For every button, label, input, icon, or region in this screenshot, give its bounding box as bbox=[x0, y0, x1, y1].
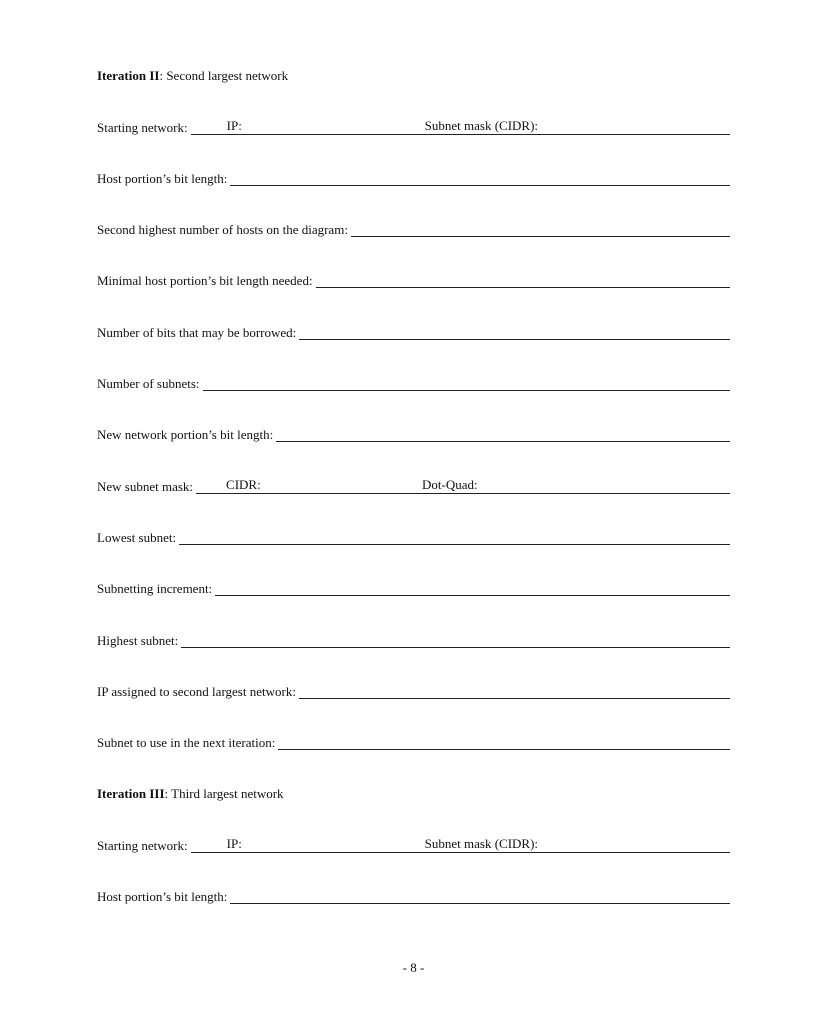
cidr-label: CIDR: bbox=[226, 477, 261, 492]
num-subnets-label: Number of subnets: bbox=[97, 376, 200, 391]
iteration-3-heading bbox=[97, 786, 284, 802]
ip-label: IP: bbox=[226, 836, 242, 851]
host-bits-label: Host portion’s bit length: bbox=[97, 171, 228, 186]
ip-label: IP: bbox=[226, 118, 242, 133]
next-subnet-row bbox=[97, 733, 730, 751]
increment-label: Subnetting increment: bbox=[97, 581, 213, 596]
host-bits-field[interactable] bbox=[230, 171, 730, 186]
iteration-3-subtitle: : Third largest network bbox=[164, 786, 284, 801]
iteration-2-subtitle: : Second largest network bbox=[159, 68, 289, 83]
increment-row bbox=[97, 579, 730, 597]
host-bits-row-2 bbox=[97, 169, 730, 187]
starting-network-label: Starting network: bbox=[97, 120, 188, 135]
iteration-2-heading bbox=[97, 68, 288, 84]
minimal-host-bits-label: Minimal host portion’s bit length needed: bbox=[97, 273, 313, 288]
new-network-bits-field[interactable] bbox=[276, 427, 730, 442]
subnet-mask-cidr-label: Subnet mask (CIDR): bbox=[424, 118, 539, 133]
iteration-3-title: Iteration III bbox=[97, 786, 165, 801]
num-subnets-field[interactable] bbox=[203, 376, 730, 391]
page-number: - 8 - bbox=[402, 960, 425, 975]
starting-network-blank[interactable] bbox=[191, 118, 227, 135]
new-subnet-mask-row bbox=[97, 477, 730, 495]
subnet-mask-cidr-label: Subnet mask (CIDR): bbox=[424, 836, 539, 851]
minimal-host-bits-row bbox=[97, 271, 730, 289]
host-bits-row-3 bbox=[97, 887, 730, 905]
lowest-subnet-field[interactable] bbox=[179, 530, 730, 545]
new-network-bits-label: New network portion’s bit length: bbox=[97, 427, 274, 442]
cidr-field[interactable] bbox=[226, 477, 422, 494]
ip-field[interactable] bbox=[227, 836, 425, 853]
second-highest-hosts-field[interactable] bbox=[351, 222, 730, 237]
next-subnet-label: Subnet to use in the next iteration: bbox=[97, 735, 276, 750]
increment-field[interactable] bbox=[215, 581, 730, 596]
starting-network-label: Starting network: bbox=[97, 838, 188, 853]
new-subnet-mask-label: New subnet mask: bbox=[97, 479, 194, 494]
subnet-mask-cidr-field[interactable] bbox=[425, 118, 730, 135]
bits-borrowed-row bbox=[97, 323, 730, 341]
subnet-mask-cidr-field[interactable] bbox=[425, 836, 730, 853]
second-highest-hosts-label: Second highest number of hosts on the diagram: bbox=[97, 222, 348, 237]
next-subnet-field[interactable] bbox=[278, 735, 730, 750]
dot-quad-label: Dot-Quad: bbox=[422, 477, 478, 492]
ip-assigned-row bbox=[97, 682, 730, 700]
host-bits-label: Host portion’s bit length: bbox=[97, 889, 228, 904]
iteration-2-title: Iteration II bbox=[97, 68, 160, 83]
highest-subnet-row bbox=[97, 631, 730, 649]
ip-assigned-label: IP assigned to second largest network: bbox=[97, 684, 296, 699]
ip-field[interactable] bbox=[227, 118, 425, 135]
highest-subnet-field[interactable] bbox=[181, 633, 730, 648]
lowest-subnet-row bbox=[97, 528, 730, 546]
bits-borrowed-field[interactable] bbox=[299, 325, 730, 340]
host-bits-field[interactable] bbox=[230, 889, 730, 904]
starting-network-row-3 bbox=[97, 836, 730, 854]
highest-subnet-label: Highest subnet: bbox=[97, 633, 179, 648]
bits-borrowed-label: Number of bits that may be borrowed: bbox=[97, 325, 297, 340]
starting-network-blank[interactable] bbox=[191, 836, 227, 853]
dot-quad-field[interactable] bbox=[422, 477, 730, 494]
new-network-bits-row bbox=[97, 425, 730, 443]
num-subnets-row bbox=[97, 374, 730, 392]
minimal-host-bits-field[interactable] bbox=[316, 273, 730, 288]
second-highest-hosts-row bbox=[97, 220, 730, 238]
starting-network-row-2 bbox=[97, 118, 730, 136]
new-subnet-mask-blank[interactable] bbox=[196, 477, 226, 494]
ip-assigned-field[interactable] bbox=[299, 684, 730, 699]
lowest-subnet-label: Lowest subnet: bbox=[97, 530, 177, 545]
